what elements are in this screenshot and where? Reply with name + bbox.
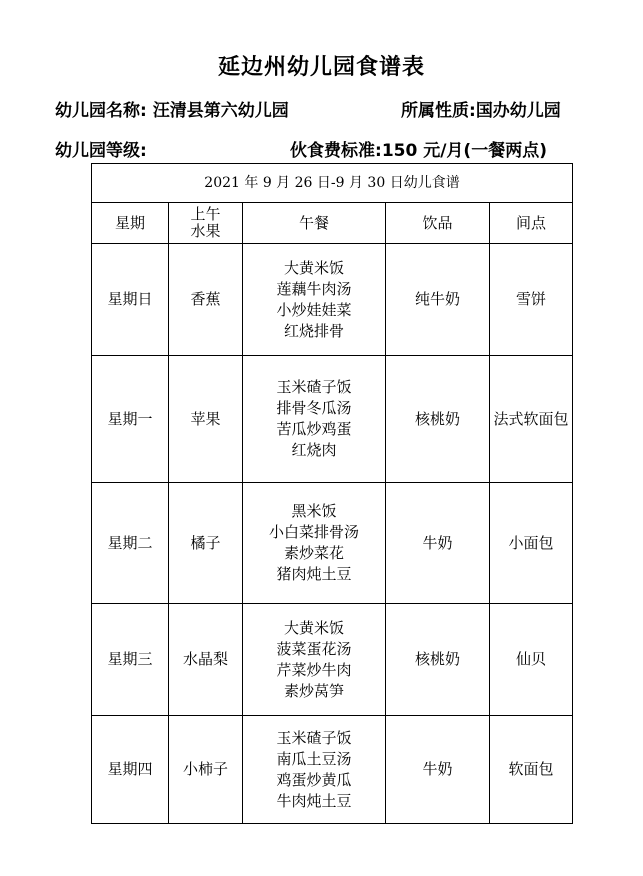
header-lunch: 午餐 [243,203,386,244]
lunch-cell [243,483,386,604]
header-snack: 间点 [490,203,573,244]
fruit-cell: 香蕉 [169,244,243,356]
lunch-dish: 小白菜排骨汤 [268,523,359,541]
table-row [92,604,573,716]
lunch-dish: 大黄米饭 [283,618,344,637]
lunch-dish: 红烧排骨 [283,321,344,340]
header-fruit [169,203,243,244]
lunch-dish: 鸡蛋炒黄瓜 [276,770,352,789]
lunch-dish: 素炒菜花 [283,544,344,562]
kindergarten-nature [401,96,561,121]
lunch-cell [243,716,386,824]
lunch-dish: 排骨冬瓜汤 [276,399,352,417]
meal-fee [290,136,547,161]
drink-cell: 核桃奶 [386,604,490,716]
table-row [92,356,573,483]
lunch-dish: 南瓜土豆汤 [276,749,352,768]
snack-cell: 软面包 [490,716,573,824]
day-cell: 星期一 [92,356,169,483]
lunch-dish: 玉米碴子饭 [276,728,352,747]
drink-cell: 牛奶 [386,483,490,604]
snack-cell: 雪饼 [490,244,573,356]
snack-cell: 法式软面包 [490,356,573,483]
page-title: 延边州幼儿园食谱表 [217,55,425,80]
header-day: 星期 [92,203,169,244]
lunch-dish: 菠菜蛋花汤 [276,639,352,658]
fruit-cell: 小柿子 [169,716,243,824]
kindergarten-grade-label: 幼儿园等级: [55,141,147,161]
lunch-dish: 小炒娃娃菜 [276,300,352,319]
fruit-cell: 水晶梨 [169,604,243,716]
menu-table [91,163,573,824]
kindergarten-name-value: 汪清县第六幼儿园 [152,101,289,121]
kindergarten-nature-label: 所属性质: [401,101,476,121]
kindergarten-name [55,96,289,121]
day-cell: 星期三 [92,604,169,716]
snack-cell: 仙贝 [490,604,573,716]
lunch-dish: 大黄米饭 [283,258,344,277]
table-row [92,244,573,356]
lunch-dish: 素炒莴笋 [283,681,344,700]
drink-cell: 核桃奶 [386,356,490,483]
drink-cell: 牛奶 [386,716,490,824]
fruit-cell: 苹果 [169,356,243,483]
lunch-dish: 牛肉炖土豆 [276,791,352,810]
lunch-dish: 芹菜炒牛肉 [276,660,352,679]
day-cell: 星期二 [92,483,169,604]
lunch-dish: 黑米饭 [291,502,337,520]
table-header-row [92,203,573,244]
header-fruit-line2: 水果 [190,222,221,240]
header-drink: 饮品 [386,203,490,244]
lunch-dish: 苦瓜炒鸡蛋 [276,420,352,438]
lunch-dish: 玉米碴子饭 [276,378,352,396]
day-cell: 星期日 [92,244,169,356]
fruit-cell: 橘子 [169,483,243,604]
kindergarten-nature-value: 国办幼儿园 [475,101,561,121]
table-caption: 2021 年 9 月 26 日-9 月 30 日幼儿食谱 [92,164,573,203]
lunch-dish: 猪肉炖土豆 [276,565,352,583]
table-row [92,716,573,824]
snack-cell: 小面包 [490,483,573,604]
day-cell: 星期四 [92,716,169,824]
lunch-dish: 莲藕牛肉汤 [276,279,352,298]
lunch-cell [243,244,386,356]
kindergarten-grade [55,136,147,161]
lunch-dish: 红烧肉 [291,441,337,459]
drink-cell: 纯牛奶 [386,244,490,356]
meal-fee-label: 伙食费标准: [290,141,382,161]
header-fruit-line1: 上午 [190,205,221,223]
meal-fee-value: 150 元/月(一餐两点) [381,141,547,161]
lunch-cell [243,604,386,716]
table-row [92,483,573,604]
lunch-cell [243,356,386,483]
kindergarten-name-label: 幼儿园名称: [55,101,147,121]
